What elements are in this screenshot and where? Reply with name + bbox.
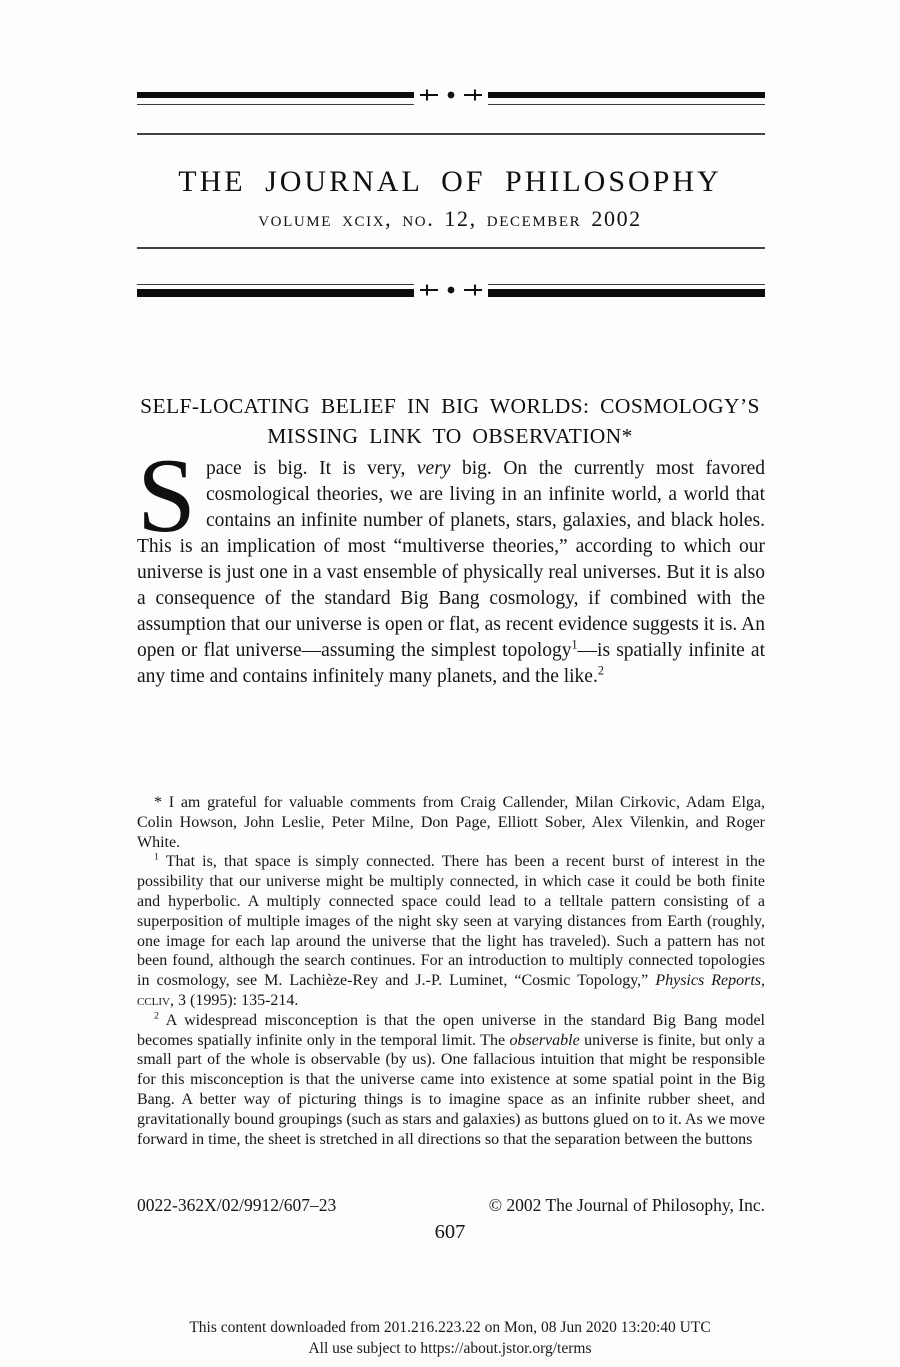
divider-left-segment: [137, 284, 414, 297]
jstor-notice-line2: All use subject to https://about.jstor.org/terms: [308, 1340, 592, 1357]
jstor-notice-line1: This content downloaded from 201.216.223.22 on Mon, 08 Jun 2020 13:20:40 UTC: [189, 1319, 711, 1336]
copyright-notice: © 2002 The Journal of Philosophy, Inc.: [488, 1195, 765, 1215]
divider-ornament-icon: [414, 284, 488, 296]
masthead-top-divider: [137, 92, 765, 105]
article-title: [0, 391, 900, 451]
divider-left-segment: [137, 92, 414, 105]
divider-right-segment: [488, 92, 765, 105]
journal-title: THE JOURNAL OF PHILOSOPHY: [178, 165, 722, 198]
divider-right-segment: [488, 284, 765, 297]
footnote-star: * I am grateful for valuable comments from Craig Callender, Milan Cirkovic, Adam Elga, Colin Howson, John Leslie, Peter Milne, Don Page, Elliott Sober, Alex Vilenkin, and Roger White.: [137, 794, 765, 851]
footnote-1: $^1$ That is, that space is simply connected. There has been a recent burst of interest in the possibility that our universe might be multiply connected, in which case it could be both finite and hyperbolic. A multiply connected space could lead to a telltale pattern consisting of a superposition of multiple images of the night sky seen at varying distances from Earth (roughly, one image for each lap around the universe that the light has traveled). Such a pattern has not been found, although the search continues. For an introduction to multiply connected topologies in cosmology, see M. Lachièze-Rey and J.-P. Luminet, “Cosmic Topology,” Physics Reports, ccliv, 3 (1995): 135-214.: [137, 852, 765, 1009]
jstor-download-notice: [0, 1317, 900, 1359]
divider-ornament-icon: [414, 89, 488, 101]
article-body: [137, 437, 765, 690]
volume-issue-line: volume xcix, no. 12, december 2002: [258, 206, 642, 231]
masthead-bottom-divider: [137, 284, 765, 297]
horizontal-rule: [137, 133, 765, 135]
footnote-2: $^2$ A widespread misconception is that the open universe in the standard Big Bang model becomes spatially infinite only in the temporal limit. The observable universe is finite, but only a small part of the whole is observable (by us). One fallacious intuition that might be responsible for this misconception is that the universe came into existence at some spatial point in the Big Bang. A better way of picturing things is to imagine space as an infinite rubber sheet, and gravitationally bound groupings (such as stars and galaxies) as buttons glued on to it. As we move forward in time, the sheet is stretched in all directions so that the separation between the buttons: [137, 1010, 765, 1148]
drop-cap: S: [137, 437, 196, 554]
issn-code: 0022-362X/02/9912/607–23: [137, 1195, 337, 1215]
horizontal-rule: [137, 247, 765, 249]
footer-identifiers: [137, 1195, 765, 1216]
article-title-line2: MISSING LINK TO OBSERVATION*: [267, 424, 633, 448]
body-paragraph: pace is big. It is very, very big. On the currently most favored cosmological theories, we are living in an infinite world, a world that contains an infinite number of planets, stars, galaxies, and black holes. This is an implication of most “multiverse theories,” according to which our universe is just one in a vast ensemble of physically real universes. But it is also a consequence of the standard Big Bang cosmology, if combined with the assumption that our universe is open or flat, as recent evidence suggests it is. An open or flat universe—assuming the simplest topology$^1$—is spatially infinite at any time and contains infinitely many planets, and the like.$^2$: [137, 458, 765, 687]
article-title-line1: SELF-LOCATING BELIEF IN BIG WORLDS: COSMOLOGY’S: [140, 394, 760, 418]
footnotes-section: [137, 793, 765, 1149]
page-number: 607: [434, 1221, 466, 1243]
